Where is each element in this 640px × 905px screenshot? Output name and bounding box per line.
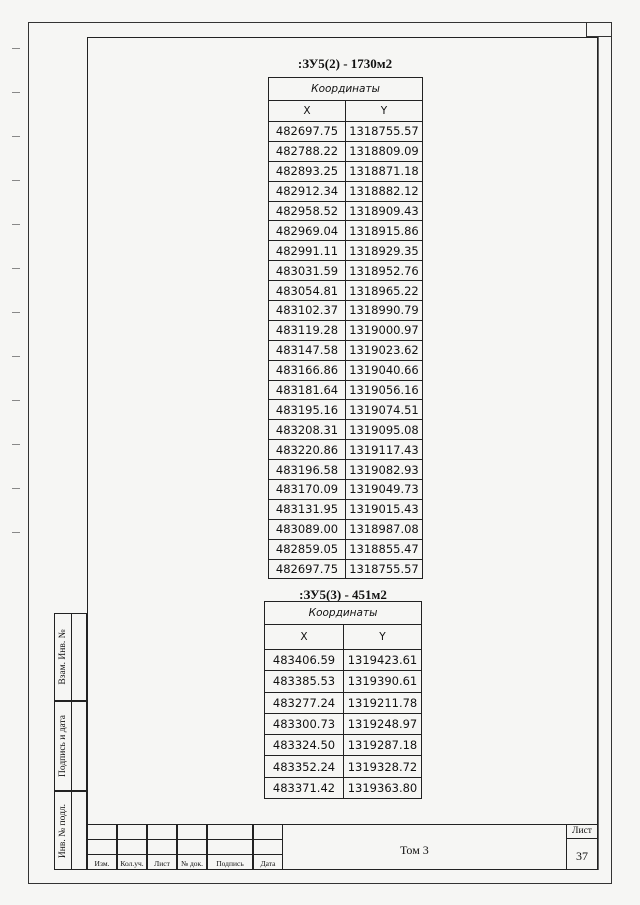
- table-row: [269, 320, 423, 340]
- table-body-2: [265, 650, 422, 799]
- table-row: [269, 420, 423, 440]
- coord-y-cell: 1318915.86: [346, 221, 423, 241]
- margin-tick: [12, 136, 20, 137]
- table-row: [269, 380, 423, 400]
- margin-tick: [12, 488, 20, 489]
- coord-y-cell: 1319390.61: [344, 671, 422, 692]
- coord-x-cell: 482788.22: [269, 141, 346, 161]
- coord-x-cell: 482969.04: [269, 221, 346, 241]
- coord-y-cell: 1319287.18: [344, 735, 422, 756]
- table-row: [265, 671, 422, 692]
- coord-y-cell: 1318929.35: [346, 241, 423, 261]
- stamp-inv-podl-label: Инв. № подл.: [58, 803, 68, 858]
- coord-y-cell: 1319328.72: [344, 756, 422, 777]
- coord-y-cell: 1319095.08: [346, 420, 423, 440]
- coord-y-cell: 1318952.76: [346, 261, 423, 281]
- stamp-inv-vzam-label: Взам. Инв. №: [58, 629, 68, 685]
- coord-x-cell: 483324.50: [265, 735, 344, 756]
- coord-x-cell: 483406.59: [265, 650, 344, 671]
- coord-y-cell: 1318809.09: [346, 141, 423, 161]
- coordinates-table-2: [264, 601, 422, 799]
- rev-row-line: [87, 854, 283, 855]
- coord-x-cell: 483300.73: [265, 713, 344, 734]
- stamp-divider: [71, 614, 89, 700]
- coord-y-cell: 1318755.57: [346, 559, 423, 579]
- coord-y-cell: 1319000.97: [346, 320, 423, 340]
- coord-y-cell: 1318990.79: [346, 301, 423, 321]
- coord-y-cell: 1319248.97: [344, 713, 422, 734]
- coord-x-cell: 483385.53: [265, 671, 344, 692]
- coord-x-cell: 483277.24: [265, 692, 344, 713]
- table-row: [269, 400, 423, 420]
- coord-y-cell: 1318882.12: [346, 181, 423, 201]
- col-izm: Изм.: [94, 859, 110, 868]
- table-row: [265, 692, 422, 713]
- coord-y-cell: 1319363.80: [344, 777, 422, 798]
- table-row: [269, 539, 423, 559]
- coord-x-cell: 483170.09: [269, 480, 346, 500]
- table-row: [269, 460, 423, 480]
- sheet-box-divider: [566, 838, 598, 839]
- col-data: Дата: [260, 859, 276, 868]
- coordinates-table-1: [268, 77, 423, 579]
- sheet-number: 37: [576, 849, 588, 863]
- coord-x-cell: 483102.37: [269, 301, 346, 321]
- margin-tick: [12, 444, 20, 445]
- plot-title-2: :ЗУ5(3) - 451м2: [299, 587, 387, 602]
- stamp-inv-vzam: [54, 613, 87, 701]
- corner-box: [586, 22, 612, 37]
- table-row: [269, 340, 423, 360]
- table-row: [269, 201, 423, 221]
- coord-y-cell: 1319023.62: [346, 340, 423, 360]
- table-row: [265, 735, 422, 756]
- col-podpis: Подпись: [216, 859, 244, 868]
- coord-y-cell: 1319056.16: [346, 380, 423, 400]
- coord-x-cell: 483166.86: [269, 360, 346, 380]
- margin-tick: [12, 180, 20, 181]
- coord-x-cell: 483089.00: [269, 519, 346, 539]
- coord-x-cell: 482991.11: [269, 241, 346, 261]
- coord-x-cell: 483196.58: [269, 460, 346, 480]
- coord-y-cell: 1318871.18: [346, 161, 423, 181]
- table-row: [269, 221, 423, 241]
- col-kol-uch: Кол.уч.: [120, 859, 144, 868]
- table-row: [269, 519, 423, 539]
- coord-y-cell: 1318965.22: [346, 281, 423, 301]
- coord-x-cell: 482893.25: [269, 161, 346, 181]
- column-header-y: Y: [344, 625, 422, 650]
- table-row: [269, 440, 423, 460]
- margin-tick: [12, 400, 20, 401]
- table-body-1: [269, 122, 423, 579]
- stamp-podpis-data-label: Подпись и дата: [58, 714, 68, 778]
- coord-x-cell: 483208.31: [269, 420, 346, 440]
- table-row: [269, 122, 423, 142]
- coord-y-cell: 1319040.66: [346, 360, 423, 380]
- coord-x-cell: 483352.24: [265, 756, 344, 777]
- sheet-label: Лист: [572, 826, 592, 836]
- margin-tick: [12, 48, 20, 49]
- coord-y-cell: 1318755.57: [346, 122, 423, 142]
- frame-right-edge: [598, 37, 600, 870]
- col-list: Лист: [154, 859, 170, 868]
- stamp-inv-podl: [54, 791, 87, 870]
- plot-title-1: :ЗУ5(2) - 1730м2: [297, 56, 393, 71]
- coord-y-cell: 1319082.93: [346, 460, 423, 480]
- table-row: [265, 777, 422, 798]
- table-row: [269, 141, 423, 161]
- coord-x-cell: 483031.59: [269, 261, 346, 281]
- coord-y-cell: 1319117.43: [346, 440, 423, 460]
- coord-x-cell: 483371.42: [265, 777, 344, 798]
- column-header-x: X: [265, 625, 344, 650]
- coord-x-cell: 483181.64: [269, 380, 346, 400]
- margin-tick: [12, 356, 20, 357]
- coord-x-cell: 483119.28: [269, 320, 346, 340]
- coord-x-cell: 483220.86: [269, 440, 346, 460]
- coord-x-cell: 482958.52: [269, 201, 346, 221]
- coord-y-cell: 1319074.51: [346, 400, 423, 420]
- margin-tick: [12, 532, 20, 533]
- table-row: [269, 281, 423, 301]
- coord-x-cell: 482912.34: [269, 181, 346, 201]
- coord-y-cell: 1319423.61: [344, 650, 422, 671]
- table-row: [269, 559, 423, 579]
- table-row: [265, 650, 422, 671]
- col-n-dok: № док.: [180, 859, 204, 868]
- table-row: [265, 713, 422, 734]
- volume-label: Том 3: [400, 843, 429, 857]
- table-row: [269, 499, 423, 519]
- coord-y-cell: 1318987.08: [346, 519, 423, 539]
- table-row: [269, 261, 423, 281]
- margin-tick: [12, 224, 20, 225]
- coord-y-cell: 1319211.78: [344, 692, 422, 713]
- table-row: [269, 360, 423, 380]
- coord-y-cell: 1319015.43: [346, 499, 423, 519]
- margin-tick: [12, 268, 20, 269]
- table-row: [269, 301, 423, 321]
- table-row: [269, 480, 423, 500]
- coord-x-cell: 483195.16: [269, 400, 346, 420]
- coord-y-cell: 1318909.43: [346, 201, 423, 221]
- coord-y-cell: 1319049.73: [346, 480, 423, 500]
- table-row: [265, 756, 422, 777]
- coord-x-cell: 482697.75: [269, 559, 346, 579]
- column-header-x: X: [269, 101, 346, 122]
- table-caption: Координаты: [265, 602, 422, 625]
- coord-x-cell: 482697.75: [269, 122, 346, 142]
- table-caption: Координаты: [269, 78, 423, 101]
- coord-y-cell: 1318855.47: [346, 539, 423, 559]
- column-header-y: Y: [346, 101, 423, 122]
- margin-tick: [12, 312, 20, 313]
- margin-tick: [12, 92, 20, 93]
- coord-x-cell: 483131.95: [269, 499, 346, 519]
- stamp-podpis-data: [54, 701, 87, 791]
- coord-x-cell: 482859.05: [269, 539, 346, 559]
- coord-x-cell: 483147.58: [269, 340, 346, 360]
- coord-x-cell: 483054.81: [269, 281, 346, 301]
- table-row: [269, 241, 423, 261]
- rev-row-line: [87, 839, 283, 840]
- table-row: [269, 181, 423, 201]
- stamp-divider: [71, 702, 89, 790]
- table-row: [269, 161, 423, 181]
